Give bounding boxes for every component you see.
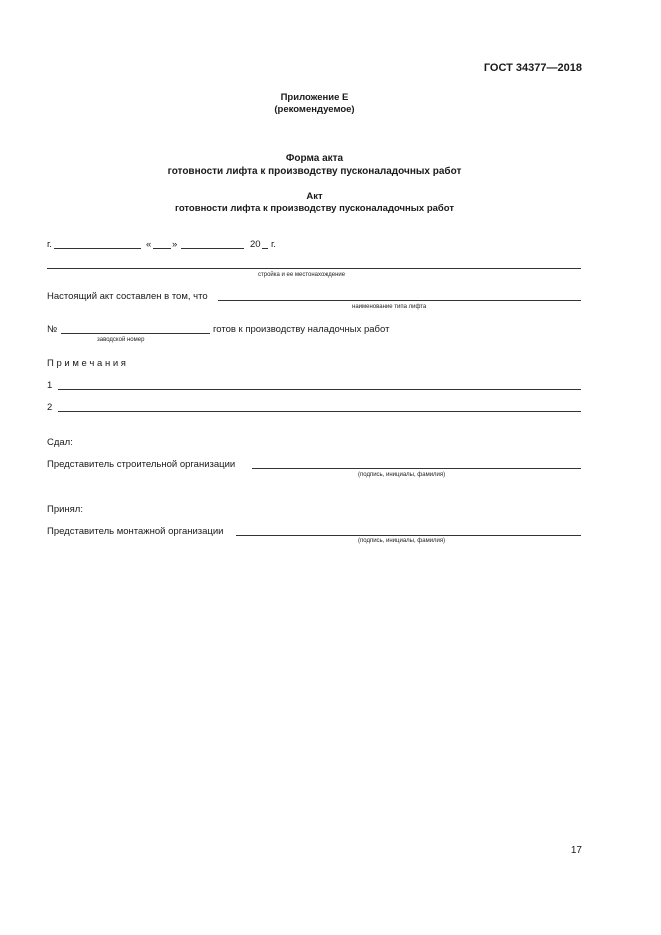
city-prefix: г. <box>47 239 52 250</box>
form-title: Форма акта <box>285 153 344 164</box>
handed-signature-caption: (подпись, инициалы, фамилия) <box>358 472 446 478</box>
month-field[interactable] <box>181 248 244 249</box>
quote-close: » <box>172 239 178 250</box>
accepted-label: Принял: <box>47 504 83 515</box>
number-suffix: готов к производству наладочных работ <box>213 324 390 335</box>
quote-open: « <box>146 239 152 250</box>
act-subtitle: готовности лифта к производству пусконаладочных работ <box>175 203 454 214</box>
year-suffix: г. <box>271 239 276 250</box>
lift-type-caption: наименование типа лифта <box>352 304 427 310</box>
note-2-number: 2 <box>47 402 53 413</box>
note-1-field[interactable] <box>58 389 581 390</box>
appendix-status: (рекомендуемое) <box>274 104 355 115</box>
serial-number-caption: заводской номер <box>97 337 145 343</box>
serial-number-field[interactable] <box>61 333 210 334</box>
note-2-field[interactable] <box>58 411 581 412</box>
site-caption: стройка и ее местонахождение <box>258 272 346 278</box>
handed-representative: Представитель строительной организации <box>47 459 236 470</box>
accepted-signature-caption: (подпись, инициалы, фамилия) <box>358 538 446 544</box>
number-prefix: № <box>47 324 58 335</box>
form-subtitle: готовности лифта к производству пусконаладочных работ <box>167 166 462 177</box>
page-number: 17 <box>570 845 582 856</box>
handed-label: Сдал: <box>47 437 73 448</box>
site-field[interactable] <box>47 268 581 269</box>
act-title: Акт <box>306 191 323 202</box>
year-prefix: 20 <box>250 239 261 250</box>
city-field[interactable] <box>54 248 141 249</box>
accepted-signature-field[interactable] <box>236 535 581 536</box>
standard-number: ГОСТ 34377—2018 <box>483 62 582 74</box>
year-field[interactable] <box>262 248 268 249</box>
lift-type-field[interactable] <box>218 300 581 301</box>
notes-heading: П р и м е ч а н и я <box>47 358 126 369</box>
handed-signature-field[interactable] <box>252 468 581 469</box>
appendix-title: Приложение Е <box>280 92 349 103</box>
note-1-number: 1 <box>47 380 53 391</box>
accepted-representative: Представитель монтажной организации <box>47 526 224 537</box>
day-field[interactable] <box>153 248 171 249</box>
statement-text: Настоящий акт составлен в том, что <box>47 291 208 302</box>
